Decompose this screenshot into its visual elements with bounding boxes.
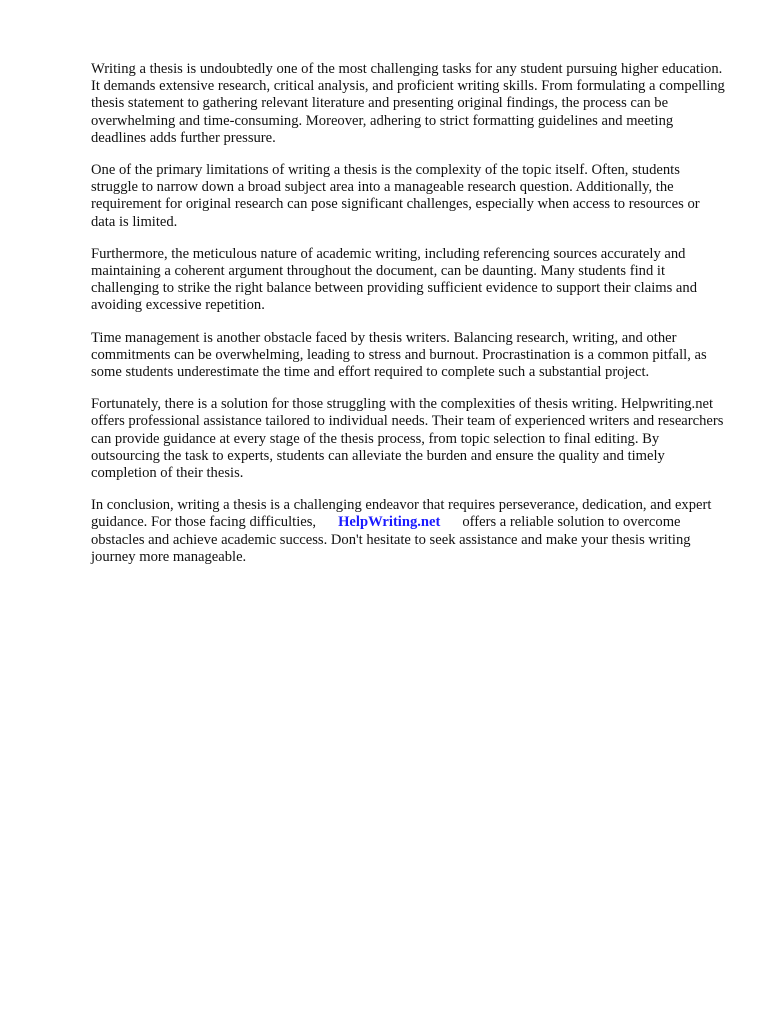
paragraph-time-management: Time management is another obstacle faced by thesis writers. Balancing research, writing, and other commitments can be overwhelming, leading to stress and burnout. Procrastination is a common pitfall, as some students underestimate the time and effort required to complete such a substantial project.: [91, 329, 707, 381]
paragraph-conclusion: [91, 497, 727, 566]
helpwriting-link[interactable]: HelpWriting.net: [338, 514, 441, 531]
conclusion-text-after-link: offers a reliable solution to overcome obstacles and achieve academic success. Don't hesitate to seek assistance and make your thesis writing journey more manageable.: [91, 514, 691, 565]
paragraph-academic-writing: Furthermore, the meticulous nature of academic writing, including referencing sources accurately and maintaining a coherent argument throughout the document, can be daunting. Many students find it challenging to strike the right balance between providing sufficient evidence to support their claims and avoiding excessive repetition.: [91, 245, 697, 314]
paragraph-limitations: One of the primary limitations of writing a thesis is the complexity of the topic itself. Often, students struggle to narrow down a broad subject area into a manageable research question. Additionally, the requirement for original research can pose significant challenges, especially when access to resources or data is limited.: [91, 162, 700, 230]
paragraph-solution: Fortunately, there is a solution for those struggling with the complexities of thesis writing. Helpwriting.net offers professional assistance tailored to individual needs. Their team of experienced writers and researchers can provide guidance at every stage of the thesis process, from topic selection to final editing. By outsourcing the task to experts, students can alleviate the burden and ensure the quality and timely completion of their thesis.: [91, 396, 724, 482]
conclusion-text-before-link: In conclusion, writing a thesis is a challenging endeavor that requires perseverance, dedication, and expert guidance. For those facing difficulties,: [91, 497, 712, 531]
paragraph-intro: Writing a thesis is undoubtedly one of the most challenging tasks for any student pursuing higher education. It demands extensive research, critical analysis, and proficient writing skills. From formulating a compelling thesis statement to gathering relevant literature and presenting original findings, the process can be overwhelming and time-consuming. Moreover, adhering to strict formatting guidelines and meeting deadlines adds further pressure.: [91, 61, 725, 146]
document-body: [91, 61, 727, 581]
